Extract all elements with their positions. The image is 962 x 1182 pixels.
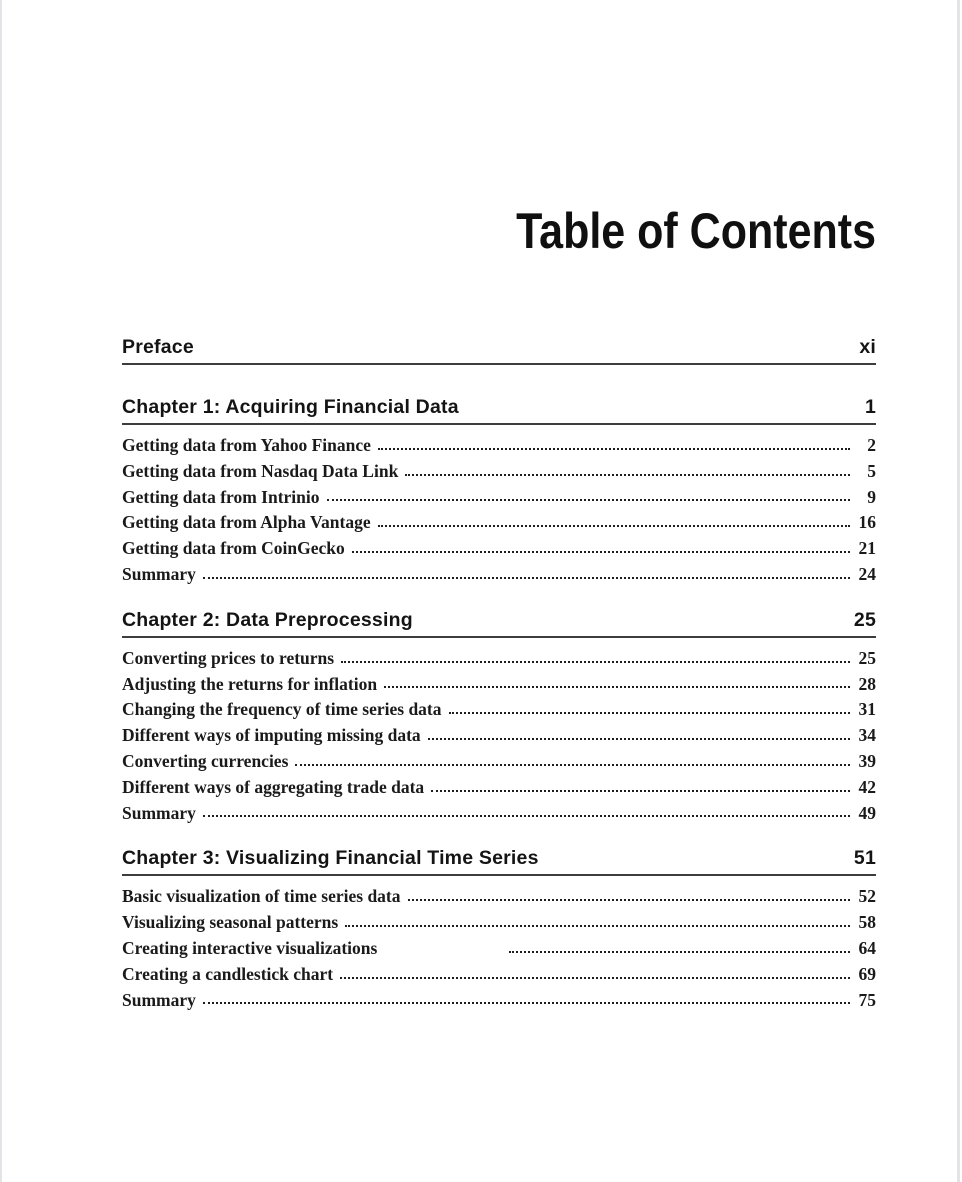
dotted-leader	[203, 815, 850, 817]
toc-entry[interactable]	[122, 697, 876, 723]
toc-entry-label: Changing the frequency of time series data	[122, 699, 442, 720]
section-heading[interactable]	[122, 609, 876, 638]
toc-entry[interactable]	[122, 988, 876, 1014]
toc-entry-page-number: 28	[858, 673, 876, 694]
toc-section	[122, 396, 876, 588]
toc-entry-label: Visualizing seasonal patterns	[122, 912, 339, 933]
toc-entry-label: Getting data from Yahoo Finance	[122, 435, 371, 455]
dotted-leader	[405, 474, 850, 476]
page-right-edge	[957, 0, 960, 1182]
toc-entry[interactable]	[122, 884, 876, 910]
toc-entry-label: Getting data from CoinGecko	[122, 538, 345, 559]
page-left-edge	[0, 0, 2, 1182]
section-page-number: 25	[853, 608, 876, 631]
dotted-leader	[384, 686, 850, 688]
toc-entry[interactable]	[122, 459, 876, 485]
section-heading[interactable]	[122, 396, 876, 425]
toc-entry-label: Different ways of imputing missing data	[122, 725, 421, 746]
toc-entry-label: Getting data from Intrinio	[122, 486, 320, 507]
dotted-leader	[509, 951, 850, 953]
section-heading-label: Chapter 2: Data Preprocessing	[122, 608, 413, 631]
toc-entry-label: Converting prices to returns	[122, 647, 335, 668]
toc-entry[interactable]	[122, 510, 876, 536]
section-heading[interactable]	[122, 847, 876, 876]
dotted-leader	[345, 925, 850, 927]
toc-entry[interactable]	[122, 646, 876, 672]
toc-entry[interactable]	[122, 801, 876, 827]
toc-entry[interactable]	[122, 723, 876, 749]
dotted-leader	[352, 551, 850, 553]
toc-entry-label: Adjusting the returns for inflation	[122, 673, 378, 694]
section-page-number: 1	[864, 396, 876, 418]
toc-entry-label: Different ways of aggregating trade data	[122, 776, 425, 797]
toc-entry[interactable]	[122, 536, 876, 562]
page-title: Table of Contents	[516, 203, 876, 259]
toc-page	[122, 0, 876, 1013]
toc-entry-page-number: 2	[867, 435, 876, 455]
dotted-leader	[449, 712, 850, 714]
toc-entry-page-number: 64	[858, 937, 876, 958]
toc-entry[interactable]	[122, 485, 876, 511]
dotted-leader	[378, 525, 850, 527]
toc-entry-label: Creating a candlestick chart	[122, 963, 334, 984]
toc-entry[interactable]	[122, 672, 876, 698]
section-entries	[122, 646, 876, 827]
toc-entry-page-number: 25	[858, 647, 876, 668]
toc-entry-label: Creating interactive visualizations	[122, 937, 378, 958]
toc-entry-page-number: 42	[858, 776, 876, 797]
toc-entry[interactable]	[122, 775, 876, 801]
toc-entry-page-number: 5	[867, 460, 876, 481]
toc-entry[interactable]	[122, 433, 876, 459]
toc-section	[122, 847, 876, 1013]
section-entries	[122, 884, 876, 1013]
toc-entry-page-number: 31	[858, 699, 876, 720]
toc-entry[interactable]	[122, 562, 876, 588]
dotted-leader	[431, 790, 850, 792]
toc-entry-page-number: 49	[858, 802, 876, 823]
toc-entry[interactable]	[122, 962, 876, 988]
section-page-number: xi	[859, 336, 876, 358]
toc-entry-page-number: 21	[858, 538, 876, 559]
toc-section	[122, 336, 876, 365]
dotted-leader	[295, 764, 850, 766]
section-heading-label: Chapter 1: Acquiring Financial Data	[122, 396, 459, 418]
section-page-number: 51	[853, 847, 876, 870]
toc-entry-page-number: 39	[858, 750, 876, 771]
toc-entry-page-number: 58	[858, 912, 876, 933]
toc-entry-page-number: 24	[858, 563, 876, 584]
toc-entry-page-number: 9	[867, 486, 876, 507]
toc-entry-page-number: 52	[858, 886, 876, 907]
toc-entry-label: Summary	[122, 989, 196, 1010]
toc-entry[interactable]	[122, 936, 876, 962]
toc-sections	[122, 336, 876, 1013]
toc-entry-label: Summary	[122, 802, 196, 823]
section-entries	[122, 433, 876, 588]
dotted-leader	[327, 499, 850, 501]
toc-entry-label: Summary	[122, 563, 196, 584]
toc-entry-page-number: 34	[858, 725, 876, 746]
toc-section	[122, 609, 876, 827]
toc-entry-page-number: 75	[858, 989, 876, 1010]
toc-entry[interactable]	[122, 749, 876, 775]
section-heading[interactable]	[122, 336, 876, 365]
dotted-leader	[408, 899, 850, 901]
dotted-leader	[378, 448, 850, 450]
toc-entry-page-number: 69	[858, 963, 876, 984]
dotted-leader	[203, 577, 850, 579]
dotted-leader	[203, 1002, 850, 1004]
toc-entry-label: Getting data from Alpha Vantage	[122, 512, 371, 533]
dotted-leader	[428, 738, 850, 740]
dotted-leader	[341, 661, 850, 663]
section-heading-label: Preface	[122, 336, 194, 358]
toc-entry[interactable]	[122, 910, 876, 936]
toc-entry-label: Getting data from Nasdaq Data Link	[122, 460, 399, 481]
dotted-leader	[340, 977, 850, 979]
toc-entry-label: Basic visualization of time series data	[122, 886, 401, 907]
section-heading-label: Chapter 3: Visualizing Financial Time Series	[122, 847, 539, 870]
toc-entry-label: Converting currencies	[122, 750, 289, 771]
toc-entry-page-number: 16	[858, 512, 876, 533]
